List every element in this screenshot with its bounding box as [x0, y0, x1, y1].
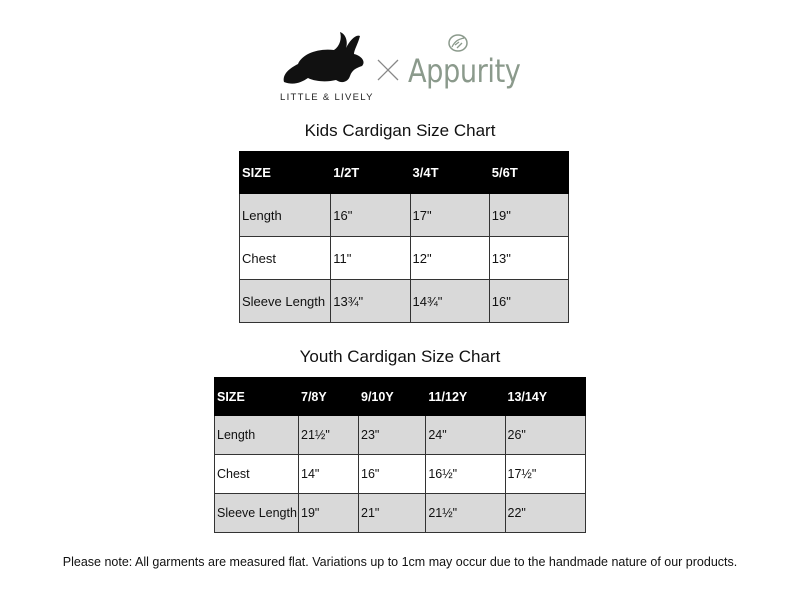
cell: 13" [489, 237, 568, 280]
cell: 17" [410, 194, 489, 237]
table-row [215, 455, 586, 494]
appurity-logo-text: Appurity [408, 52, 521, 90]
little-lively-logo-text: LITTLE & LIVELY [280, 92, 374, 103]
table-row [215, 416, 586, 455]
header-cell: 9/10Y [359, 378, 426, 416]
header-cell: 11/12Y [426, 378, 505, 416]
cell: 14" [299, 455, 359, 494]
measurement-note: Please note: All garments are measured flat. Variations up to 1cm may occur due to the handmade nature of our products. [62, 555, 738, 569]
row-label: Sleeve Length [215, 494, 299, 533]
cell: 17½" [505, 455, 585, 494]
table-row [240, 280, 569, 323]
header-cell: 3/4T [410, 152, 489, 194]
table-row [215, 494, 586, 533]
table-header-row [240, 152, 569, 194]
cell: 24" [426, 416, 505, 455]
cell: 22" [505, 494, 585, 533]
table-row [240, 237, 569, 280]
cell: 21" [359, 494, 426, 533]
cell: 26" [505, 416, 585, 455]
cell: 16" [331, 194, 410, 237]
cell: 11" [331, 237, 410, 280]
header-cell: 13/14Y [505, 378, 585, 416]
collab-x-icon [376, 58, 400, 82]
row-label: Length [215, 416, 299, 455]
kids-size-table [239, 151, 569, 323]
cell: 21½" [299, 416, 359, 455]
rabbit-logo-icon [280, 30, 372, 88]
header-cell: 5/6T [489, 152, 568, 194]
row-label: Chest [215, 455, 299, 494]
cell: 21½" [426, 494, 505, 533]
cell: 12" [410, 237, 489, 280]
row-label: Length [240, 194, 331, 237]
header-cell: 7/8Y [299, 378, 359, 416]
table-header-row [215, 378, 586, 416]
youth-size-table [214, 377, 586, 533]
cell: 19" [489, 194, 568, 237]
cell: 16½" [426, 455, 505, 494]
cell: 16" [489, 280, 568, 323]
row-label: Sleeve Length [240, 280, 331, 323]
cell: 14¾" [410, 280, 489, 323]
cell: 23" [359, 416, 426, 455]
header-cell: 1/2T [331, 152, 410, 194]
appurity-leaf-icon [447, 33, 469, 53]
cell: 19" [299, 494, 359, 533]
cell: 16" [359, 455, 426, 494]
kids-chart-title: Kids Cardigan Size Chart [304, 121, 496, 140]
header-cell: SIZE [240, 152, 331, 194]
row-label: Chest [240, 237, 331, 280]
table-row [240, 194, 569, 237]
cell: 13¾" [331, 280, 410, 323]
header-cell: SIZE [215, 378, 299, 416]
youth-chart-title: Youth Cardigan Size Chart [299, 347, 501, 366]
